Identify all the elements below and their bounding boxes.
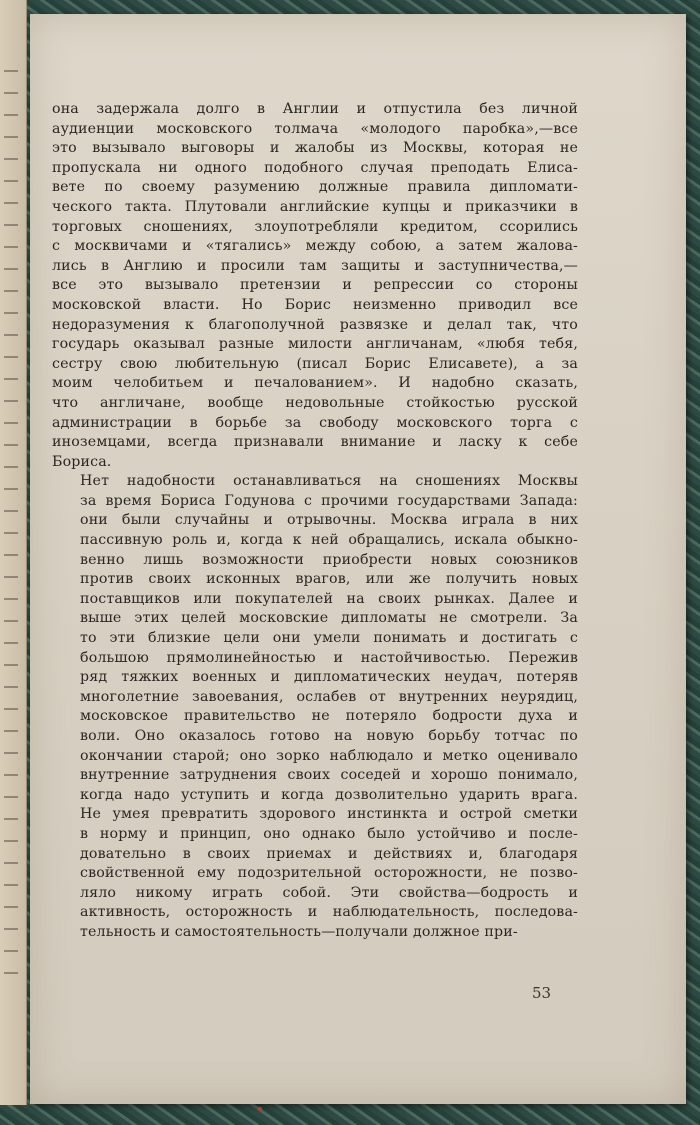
text-line: ряд тяжких военных и дипломатических неудач, потеряв bbox=[80, 669, 578, 686]
paragraph-1 bbox=[52, 100, 578, 472]
text-line: это вызывало выговоры и жалобы из Москвы, которая не bbox=[52, 140, 578, 157]
text-line: выше этих целей московские дипломаты не смотрели. За bbox=[80, 610, 578, 627]
text-line: Не умея превратить здорового инстинкта и острой сметки bbox=[80, 806, 578, 823]
text-line: против своих исконных врагов, или же получить новых bbox=[80, 571, 578, 588]
text-line: свойственной ему подозрительной осторожности, не позво- bbox=[80, 865, 578, 882]
text-line: довательно в своих приемах и действиях и, благодаря bbox=[80, 845, 578, 862]
text-line: она задержала долго в Англии и отпустила без личной bbox=[52, 101, 578, 117]
text-line: венно лишь возможности приобрести новых союзников bbox=[80, 551, 578, 568]
text-line: лись в Англию и просили там защиты и заступничества,— bbox=[52, 257, 578, 274]
text-line: ляло никому играть собой. Эти свойства—бодрость и bbox=[80, 884, 578, 901]
text-line: все это вызывало претензии и репрессии со стороны bbox=[52, 277, 578, 294]
text-line: пропускала ни одного подобного случая преподать Елиса- bbox=[52, 159, 578, 176]
text-line: Бориса. bbox=[52, 453, 112, 470]
text-line: поставщиков или покупателей на своих рынках. Далее и bbox=[80, 590, 578, 607]
left-page-edge bbox=[0, 0, 27, 1105]
text-line: большою прямолинейностью и настойчивостью. Пережив bbox=[80, 649, 578, 666]
text-line: вете по своему разумению должные правила дипломати- bbox=[52, 179, 578, 196]
text-line: с москвичами и «тягались» между собою, а затем жалова- bbox=[52, 238, 578, 255]
text-line: тельность и самостоятельность—получали должное при- bbox=[80, 923, 518, 940]
text-line: пассивную роль и, когда к ней обращались, искала обыкно- bbox=[80, 532, 578, 549]
ink-spot bbox=[258, 1107, 262, 1111]
text-line: что англичане, вообще недовольные стойкостью русской bbox=[52, 394, 578, 411]
text-line: московской власти. Но Борис неизменно приводил все bbox=[52, 296, 578, 313]
page-body-text bbox=[52, 100, 578, 943]
text-line: активность, осторожность и наблюдательность, последова- bbox=[80, 904, 578, 921]
text-line: то эти близкие цели они умели понимать и достигать с bbox=[80, 630, 578, 647]
text-line: они были случайны и отрывочны. Москва играла в них bbox=[80, 512, 578, 529]
text-line: окончании старой; оно зорко наблюдало и метко оценивало bbox=[80, 747, 578, 764]
text-line: за время Бориса Годунова с прочими государствами Запада: bbox=[80, 492, 578, 509]
text-line: московское правительство не потеряло бодрости духа и bbox=[80, 708, 578, 725]
text-line: сестру свою любительную (писал Борис Елисавете), а за bbox=[52, 355, 578, 372]
text-line: в норму и принцип, оно однако было устойчиво и после- bbox=[80, 825, 578, 842]
text-line: иноземцами, всегда признавали внимание и ласку к себе bbox=[52, 434, 578, 451]
text-line: администрации в борьбе за свободу московского торга с bbox=[52, 414, 578, 431]
text-line: Нет надобности останавливаться на сношениях Москвы bbox=[80, 473, 578, 490]
text-line: когда надо уступить и когда дозволительно ударить врага. bbox=[80, 786, 578, 803]
text-line: многолетние завоевания, ослабев от внутренних неурядиц, bbox=[80, 688, 578, 705]
text-line: аудиенции московского толмача «молодого паробка»,—все bbox=[52, 120, 578, 137]
text-line: недоразумения к благополучной развязке и делал так, что bbox=[52, 316, 578, 333]
text-line: воли. Оно оказалось готово на новую борьбу тотчас по bbox=[80, 728, 578, 744]
paragraph-2 bbox=[52, 472, 578, 942]
book-page bbox=[30, 14, 686, 1104]
text-line: торговых сношениях, злоупотребляли кредитом, ссорились bbox=[52, 218, 578, 235]
text-line: ческого такта. Плутовали английские купцы и приказчики в bbox=[52, 198, 578, 215]
page-number: 53 bbox=[532, 984, 552, 1002]
text-line: внутренние затруднения своих соседей и хорошо понимало, bbox=[80, 767, 578, 784]
text-line: государь оказывал разные милости англичанам, «любя тебя, bbox=[52, 336, 578, 353]
left-page-text-fragments bbox=[4, 70, 18, 994]
text-line: моим челобитьем и печалованием». И надобно сказать, bbox=[52, 375, 578, 392]
